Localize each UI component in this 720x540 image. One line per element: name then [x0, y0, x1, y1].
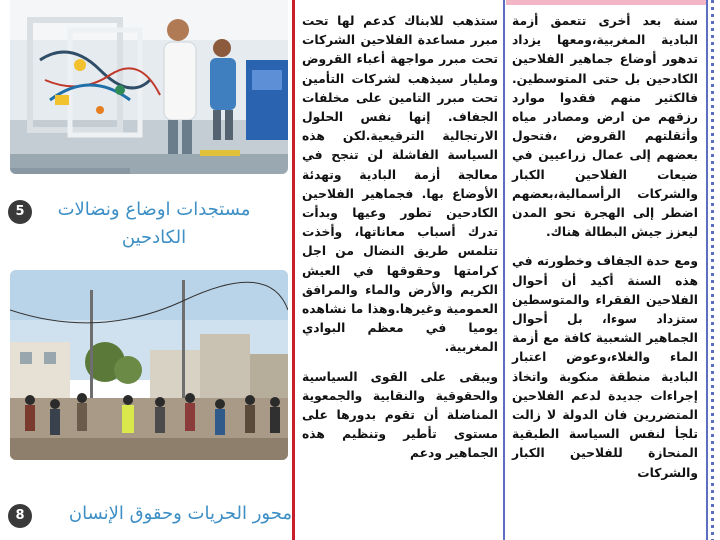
section-headline-link[interactable]: مستجدات اوضاع ونضالات الكادحين [57, 199, 251, 248]
red-separator [292, 0, 295, 540]
column-divider [503, 0, 505, 540]
paragraph: سنة بعد أخرى تتعمق أزمة البادية المغربية،ومعها يزداد تدهور أوضاع جماهير الفلاحين الكادحين بل حتى المتوسطين. فالكثير منهم فقدوا موارد رزقهم من ارض ومصادر مياه وأثقلتهم القروض ،فتحول بعضهم إلى عمال زراعيين في ضيعات الفلاحين الكبار والشركات الرأسمالية،بعضهم اضطر إلى الهجرة نحو المدن ليعزز جيش البطالة هناك. [512, 14, 698, 240]
paragraph: ومع حدة الجفاف وخطورته في هذه السنة أكيد أن أحوال الفلاحين الفقراء والمتوسطين ستزداد سوءا، بل أحوال الجماهير الشعبية كافة مع أزمة الماء والغلاء،وعوض اعتبار البادية منطقة منكوبة واتخاذ إجراءات جديدة لدعم الفلاحين المتضررين فان الدولة لا زالت تلجأ لنفس السياسة الطبقية المنحازة للفلاحين الكبار والشركات [512, 254, 698, 480]
factory-photo [10, 0, 288, 174]
article-column-right [512, 12, 698, 493]
article [296, 0, 720, 540]
section-number-badge: 8 [8, 504, 32, 528]
paragraph: ويبقى على القوى السياسية والحقوقية والنقابية والجمعوية المناضلة أن تقوم بدورها على مستوى تأطير وتنظيم هذه الجماهير ودعم [302, 369, 498, 461]
market-photo [10, 270, 288, 460]
page-border [706, 0, 720, 540]
header-strip [506, 0, 706, 5]
article-column-left [302, 12, 498, 474]
section-number-badge: 5 [8, 200, 32, 224]
section-headline-link[interactable]: محور الحريات وحقوق الإنسان [68, 503, 292, 524]
paragraph: ستذهب للابناك كدعم لها تحت مبرر مساعدة الفلاحين الشركات تحت مبرر مواجهة أعباء القروض ومليار سيذهب لشركات التأمين تحت مبرر التامين على مخلفات الجفاف. إنها نفس الحلول الارتجالية الترقيعية.لكن هذه السياسة الفاشلة لن تنجح في معالجة أزمة البادية وتهدئة الأوضاع بها. فجماهير الفلاحين الكادحين تطور وعيها وبدأت تدرك أسباب معاناتها، وأخذت تتلمس طريق النضال من اجل كرامتها وحقوقها في العيش الكريم والأرض والماء والمرافق العمومية وغيرها.وهذا ما نشاهده يوميا في معظم البوادي المغربية. [302, 14, 498, 355]
sidebar [0, 0, 292, 540]
